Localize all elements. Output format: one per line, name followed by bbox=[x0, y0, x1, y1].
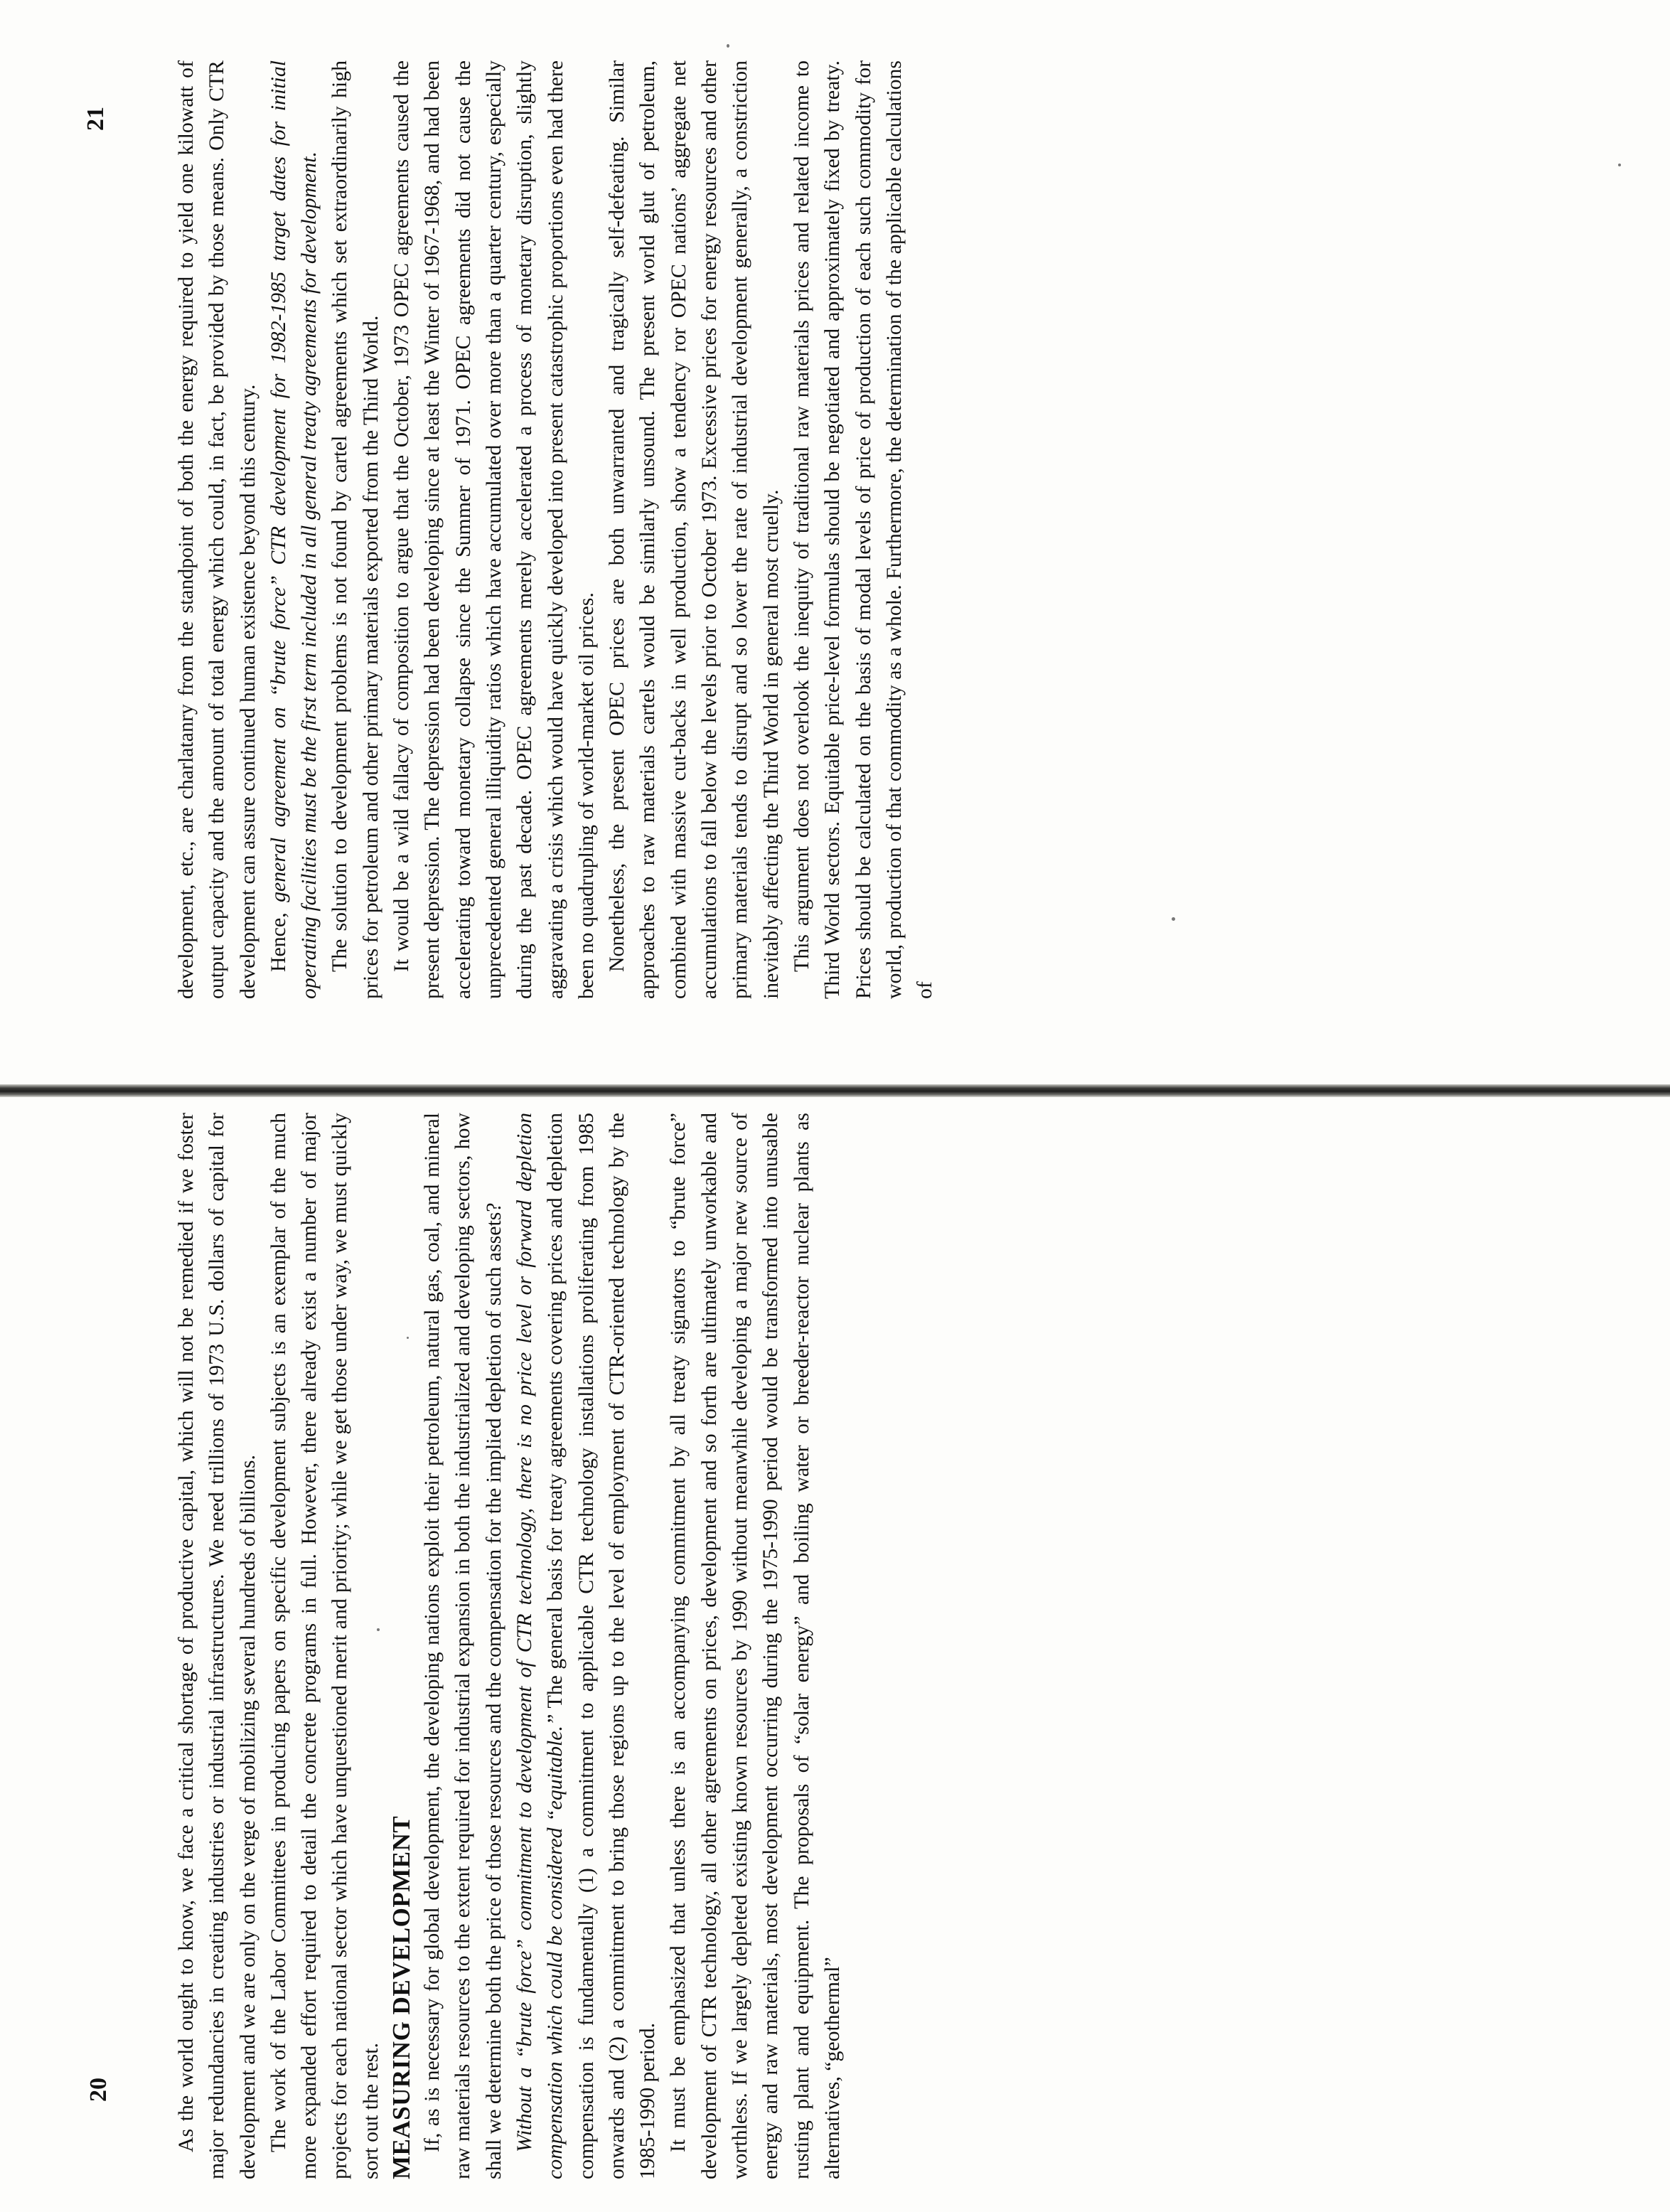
page-number-left: 20 bbox=[85, 2078, 112, 2102]
paragraph: The solution to development problems is not found by cartel agreements which set extraordinarily high prices for petroleum and other primary materials exported from the Third World. bbox=[328, 60, 382, 999]
paragraph bbox=[509, 1113, 663, 2179]
page-20 bbox=[171, 1113, 844, 2179]
page-gutter-divider bbox=[0, 1084, 1670, 1097]
paragraph-text: The general basis for treaty agreements covering prices and depletion compensation is fundamentally (1) a commitment to applicable CTR technology installations proliferating from 1985 onwards and (2) a commitment to bring those regions up to the level of employment of CTR-oriented technology by the 1985-1990 period. bbox=[543, 1113, 660, 2179]
section-heading: MEASURING DEVELOPMENT bbox=[387, 1815, 416, 2179]
paragraph bbox=[263, 60, 325, 999]
paragraph: Nonetheless, the present OPEC prices are both unwarranted and tragically self-defeating. Similar approaches to raw materials cartels would be similarly unsound. The present world glut of petroleum, combined with massive cut-backs in well production, show a tendency ror OPEC nations’ aggregate net accumulations to fall below the levels prior to October 1973. Excessive prices for energy resources and other primary materials tends to disrupt and so lower the rate of industrial development generally, a constriction inevitably affecting the Third World in general most cruelly. bbox=[605, 60, 783, 999]
paragraph: development, etc., are charlatanry from the standpoint of both the energy required to yield one kilowatt of output capacity and the amount of total energy which could, in fact, be provided by those means. Only CTR development can assure continued human existence beyond this century. bbox=[174, 60, 259, 999]
page-21-body bbox=[171, 60, 940, 999]
paragraph-text: Hence, bbox=[266, 902, 290, 972]
italic-text: general agreement on “brute force” CTR development for 1982-1985 target dates for initial operating facilities must be the first term included in all general treaty agreements for development. bbox=[266, 60, 321, 999]
italic-text: Without a “brute force” commitment to development of CTR technology, there is no price level or forward depletion compensation which could be considered “equitable.” bbox=[512, 1113, 567, 2179]
paragraph: As the world ought to know, we face a critical shortage of productive capital, which will not be remedied if we foster major redundancies in creating industries or industrial infrastructures. We need trillions of 1973 U.S. dollars of capital for development and we are only on the verge of mobilizing several hundreds of billions. bbox=[174, 1113, 259, 2179]
scan-speck bbox=[1172, 917, 1175, 921]
paragraph: It must be emphasized that unless there is an accompanying commitment by all treaty signators to “brute force” development of CTR technology, all other agreements on prices, development and so forth are ultimately unworkable and worthless. If we largely depleted existing known resources by 1990 without meanwhile developing a major new source of energy and raw materials, most development occurring during the 1975-1990 period would be transformed into unusable rusting plant and equipment. The proposals of “solar energy” and boiling water or breeder-reactor nuclear plants as alternatives, “geothermal” bbox=[666, 1113, 844, 2179]
paragraph: If, as is necessary for global development, the developing nations exploit their petroleum, natural gas, coal, and mineral raw materials resources to the extent required for industrial expansion in both the industrialized and developing sectors, how shall we determine both the price of those resources and the compensation for the implied depletion of such assets? bbox=[420, 1113, 505, 2179]
paragraph: It would be a wild fallacy of composition to argue that the October, 1973 OPEC agreements caused the present depression. The depression had been developing since at least the Winter of 1967-1968, and had been accelerating toward monetary collapse since the Summer of 1971. OPEC agreements did not cause the unprecedented general illiquidity ratios which have accumulated over more than a quarter century, especially during the past decade. OPEC agreements merely accelerated a process of monetary disruption, slightly aggravating a crisis which would have quickly developed into present catastrophic proportions even had there been no quadrupling of world-market oil prices. bbox=[390, 60, 598, 999]
page-20-body bbox=[171, 1113, 847, 2179]
scan-speck bbox=[1618, 164, 1621, 166]
paragraph: This argument does not overlook the inequity of traditional raw materials prices and related income to Third World sectors. Equitable price-level formulas should be negotiated and approximately fixed by treaty. Prices should be calculated on the basis of modal levels of price of production of each such commodity for world, production of that commodity as a whole. Furthermore, the determination of the applicable calculations of bbox=[789, 60, 937, 999]
page-number-right: 21 bbox=[82, 107, 109, 131]
paragraph: The work of the Labor Committees in producing papers on specific development subjects is an exemplar of the much more expanded effort required to detail the concrete programs in full. However, there already exist a number of major projects for each national sector which have unquestioned merit and priority; while we get those under way, we must quickly sort out the rest. bbox=[266, 1113, 382, 2179]
page-21 bbox=[171, 60, 937, 999]
scan-speck bbox=[727, 44, 729, 48]
